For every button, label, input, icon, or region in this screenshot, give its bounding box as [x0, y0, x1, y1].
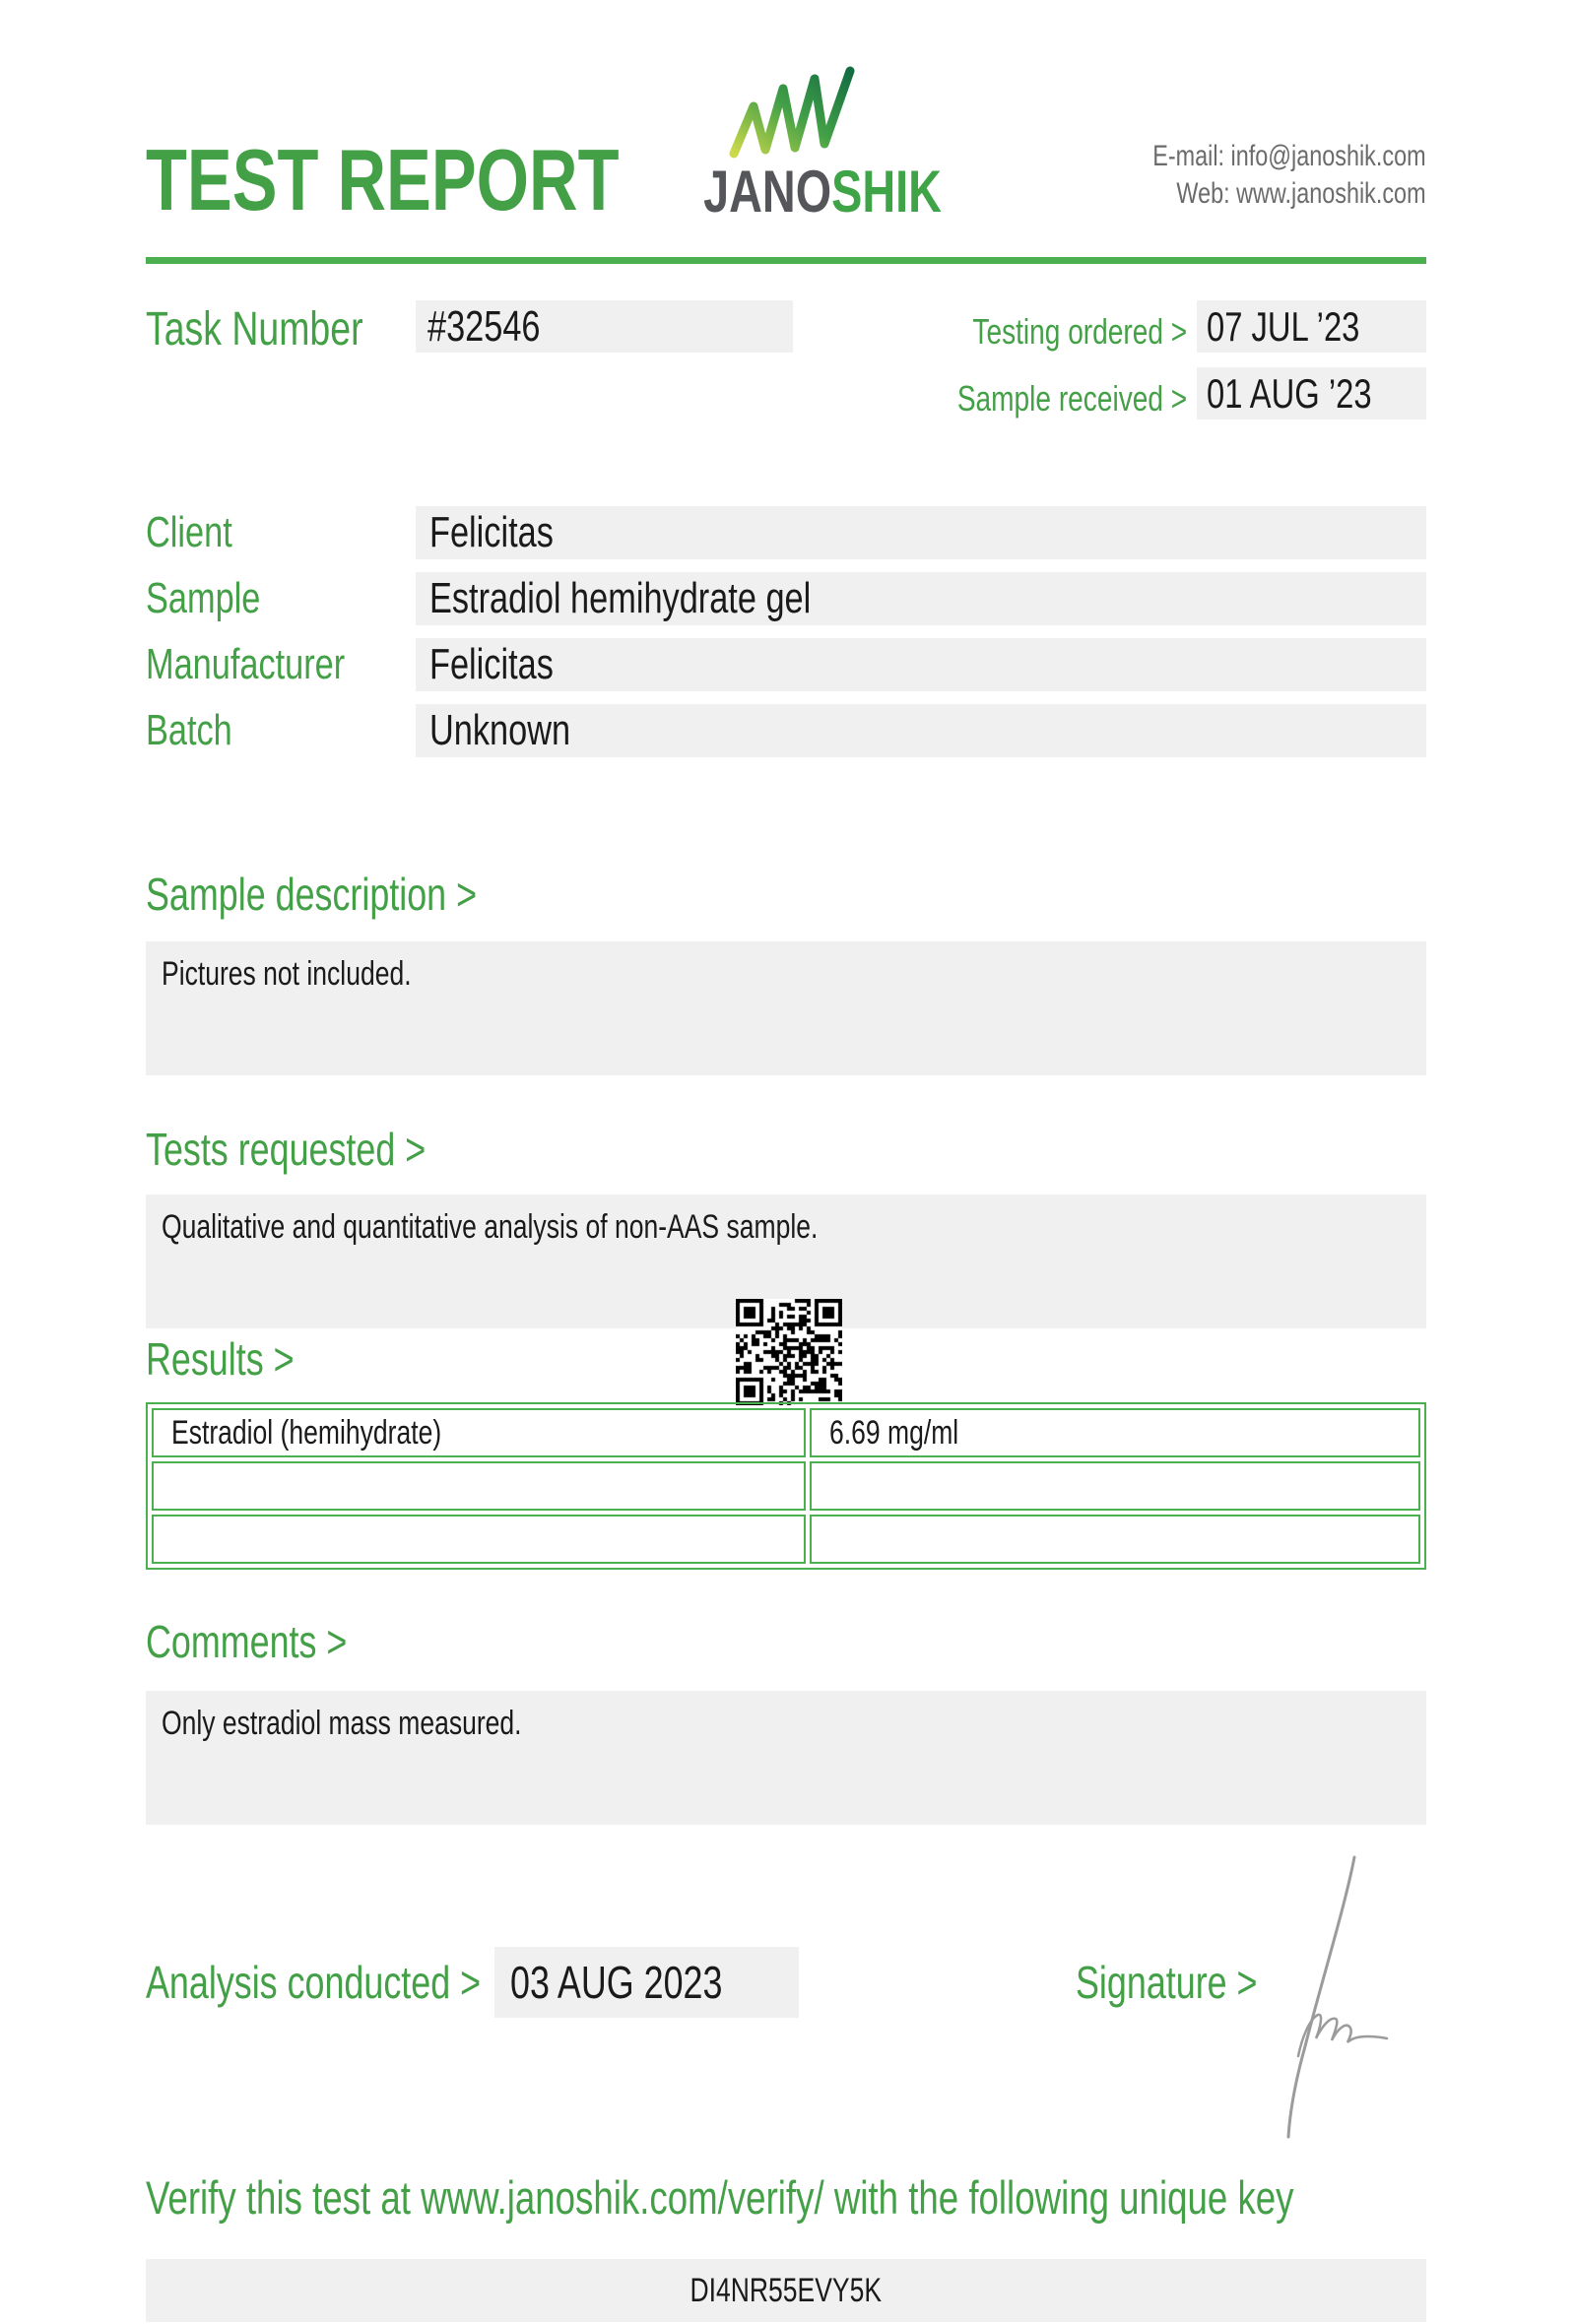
- comments-box: [146, 1691, 1426, 1825]
- testing-ordered-label: Testing ordered >: [972, 311, 1187, 352]
- testing-ordered-value: 07 JUL ’23: [1197, 300, 1426, 353]
- logo-jano: JANO: [703, 159, 832, 225]
- logo-shik: SHIK: [831, 159, 942, 225]
- contact-web: Web: www.janoshik.com: [1176, 177, 1426, 210]
- verify-key: DI4NR55EVY5K: [690, 2272, 883, 2309]
- sample-received-label: Sample received >: [956, 378, 1187, 419]
- result-name-cell: [152, 1461, 806, 1511]
- info-label-manufacturer: Manufacturer: [146, 640, 346, 688]
- analysis-date-value: 03 AUG 2023: [494, 1947, 799, 2018]
- tests-requested-text: Qualitative and quantitative analysis of non-AAS sample.: [162, 1208, 819, 1246]
- signature-label: Signature >: [1076, 1957, 1258, 2008]
- page-title: [146, 131, 753, 228]
- task-number-value: #32546: [416, 300, 793, 353]
- contact-email: E-mail: info@janoshik.com: [1152, 140, 1426, 172]
- sample-description-box: [146, 941, 1426, 1075]
- info-value-batch: Unknown: [416, 704, 1426, 757]
- signature-image: [1251, 1849, 1418, 2145]
- section-heading-comments: Comments >: [146, 1616, 348, 1667]
- logo-chart-icon: [724, 65, 862, 160]
- result-value-cell: [810, 1461, 1420, 1511]
- comments-text: Only estradiol mass measured.: [162, 1705, 522, 1742]
- page-title-text: TEST REPORT: [146, 131, 620, 228]
- info-label-client: Client: [146, 508, 232, 556]
- task-number-label: Task Number: [146, 303, 363, 355]
- section-heading-results: Results >: [146, 1333, 295, 1385]
- contact-info: [1076, 138, 1426, 213]
- result-value-cell: [810, 1515, 1420, 1564]
- verify-heading: Verify this test at www.janoshik.com/verify/ with the following unique key: [146, 2171, 1294, 2224]
- info-value-manufacturer: Felicitas: [416, 638, 1426, 691]
- result-value-cell: 6.69 mg/ml: [810, 1408, 1420, 1457]
- sample-description-text: Pictures not included.: [162, 955, 412, 993]
- logo-wordmark: [670, 159, 942, 225]
- info-value-sample: Estradiol hemihydrate gel: [416, 572, 1426, 625]
- result-row: [152, 1408, 1420, 1457]
- info-value-client: Felicitas: [416, 506, 1426, 559]
- info-label-sample: Sample: [146, 574, 261, 622]
- results-table: [146, 1402, 1426, 1570]
- qr-code: [736, 1299, 842, 1405]
- result-row: [152, 1461, 1420, 1511]
- result-name-cell: [152, 1515, 806, 1564]
- result-row: [152, 1515, 1420, 1564]
- analysis-conducted-label: Analysis conducted >: [146, 1957, 482, 2008]
- sample-received-value: 01 AUG ’23: [1197, 367, 1426, 420]
- info-label-batch: Batch: [146, 706, 232, 754]
- header-divider: [146, 257, 1426, 264]
- verify-key-box: [146, 2259, 1426, 2322]
- section-heading-tests-requested: Tests requested >: [146, 1124, 427, 1175]
- result-name-cell: Estradiol (hemihydrate): [152, 1408, 806, 1457]
- logo-wordmark-text: [703, 161, 942, 223]
- section-heading-sample-description: Sample description >: [146, 869, 478, 920]
